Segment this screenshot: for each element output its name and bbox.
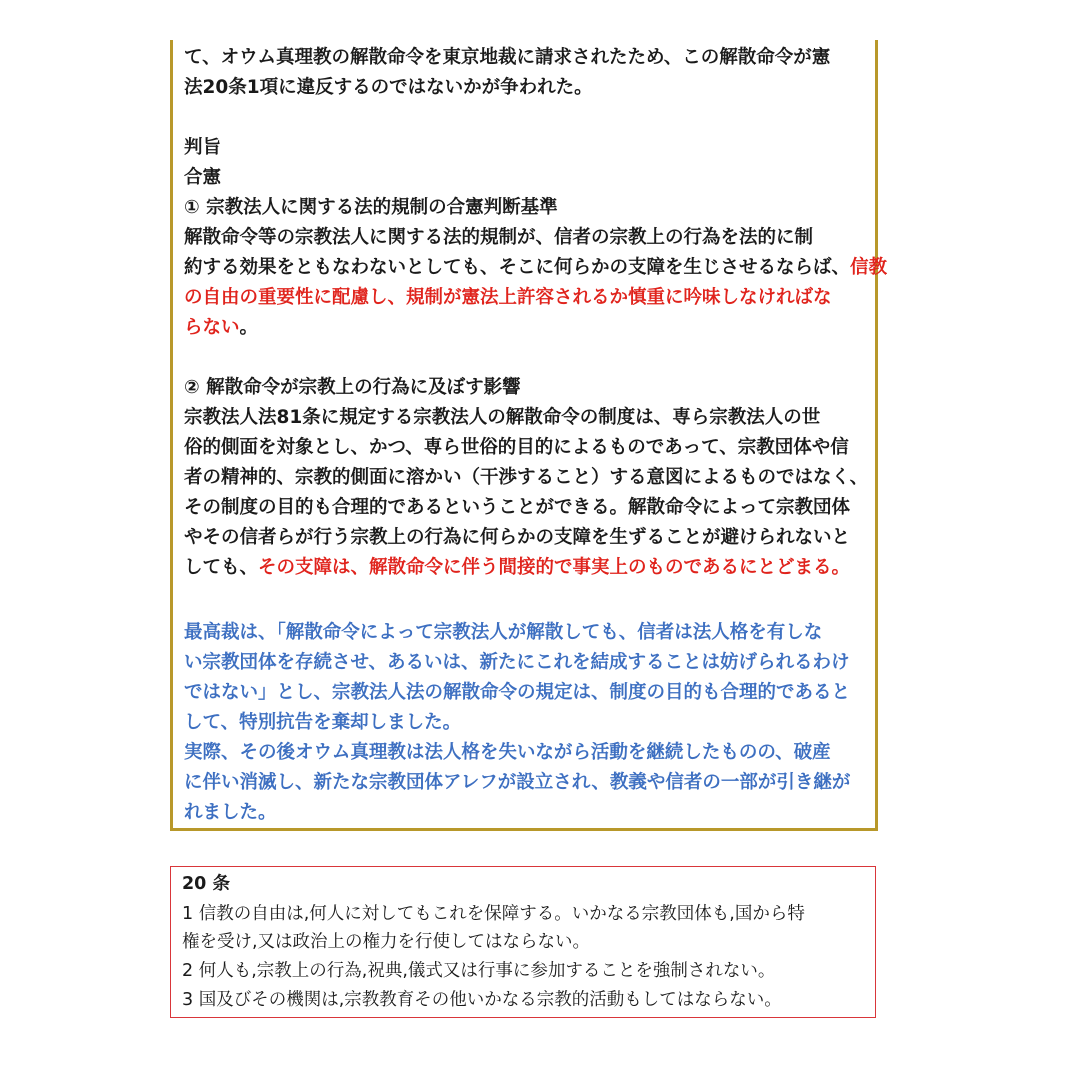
commentary-line-3: ではない」とし、宗教法人法の解散命令の規定は、制度の目的も合理的であると	[184, 682, 851, 703]
point-1-heading: ① 宗教法人に関する法的規制の合憲判断基準	[184, 197, 558, 218]
commentary-line-4: して、特別抗告を棄却しました。	[184, 712, 462, 733]
commentary-line-5: 実際、その後オウム真理教は法人格を失いながら活動を継続したものの、破産	[184, 742, 831, 763]
article-title: 20 条	[182, 874, 230, 894]
conclusion-label: 合憲	[184, 167, 222, 188]
intro-line-2: 法20条1項に違反するのではないかが争われた。	[184, 77, 593, 98]
commentary-line-2: い宗教団体を存続させ、あるいは、新たにこれを結成することは妨げられるわけ	[184, 652, 850, 673]
case-summary-box	[170, 40, 888, 831]
point-1-line-1: 解散命令等の宗教法人に関する法的規制が、信者の宗教上の行為を法的に制	[184, 227, 814, 248]
commentary-line-6: に伴い消滅し、新たな宗教団体アレフが設立され、教義や信者の一部が引き継が	[184, 772, 851, 793]
article-clause-3: 3 国及びその機関は,宗教教育その他いかなる宗教的活動もしてはならない。	[182, 990, 782, 1010]
point-2-line-2: 俗的側面を対象とし、かつ、専ら世俗的目的によるものであって、宗教団体や信	[184, 437, 849, 458]
point-2-line-6-text: しても、	[184, 557, 259, 578]
point-1-line-2	[184, 253, 887, 283]
point-1-period: 。	[239, 317, 259, 338]
commentary-line-1: 最高裁は、「解散命令によって宗教法人が解散しても、信者は法人格を有しな	[184, 622, 823, 643]
article-clause-1-line-1: 1 信教の自由は,何人に対してもこれを保障する。いかなる宗教団体も,国から特	[182, 904, 805, 924]
point-2-line-3: 者の精神的、宗教的側面に溶かい（干渉すること）する意図によるものではなく、	[184, 467, 869, 488]
point-2-line-4: その制度の目的も合理的であるということができる。解散命令によって宗教団体	[184, 497, 851, 518]
point-1-emphasis-end: らない	[184, 317, 240, 338]
article-clause-2: 2 何人も,宗教上の行為,祝典,儀式又は行事に参加することを強制されない。	[182, 961, 776, 981]
intro-line-1: て、オウム真理教の解散命令を東京地裁に請求されたため、この解散命令が憲	[184, 47, 831, 68]
point-2-line-1: 宗教法人法81条に規定する宗教法人の解散命令の制度は、専ら宗教法人の世	[184, 407, 821, 428]
judgment-heading: 判旨	[184, 137, 222, 158]
point-2-line-5: やその信者らが行う宗教上の行為に何らかの支障を生ずることが避けられないと	[184, 527, 851, 548]
point-2-heading: ② 解散命令が宗教上の行為に及ぼす影響	[184, 377, 521, 398]
commentary-line-7: れました。	[184, 802, 277, 823]
point-2-line-6	[184, 553, 850, 583]
point-1-emphasis: の自由の重要性に配慮し、規制が憲法上許容されるか慎重に吟味しなければな	[184, 287, 832, 308]
point-1-line-4	[184, 313, 258, 343]
point-1-emphasis-start: 信教	[850, 257, 888, 278]
article-clause-1-line-2: 権を受け,又は政治上の権力を行使してはならない。	[182, 932, 591, 952]
point-1-line-2-text: 約する効果をともなわないとしても、そこに何らかの支障を生じさせるならば、	[184, 257, 851, 278]
point-2-emphasis: その支障は、解散命令に伴う間接的で事実上のものであるにとどまる。	[258, 557, 851, 578]
article-20-box	[170, 866, 876, 1018]
